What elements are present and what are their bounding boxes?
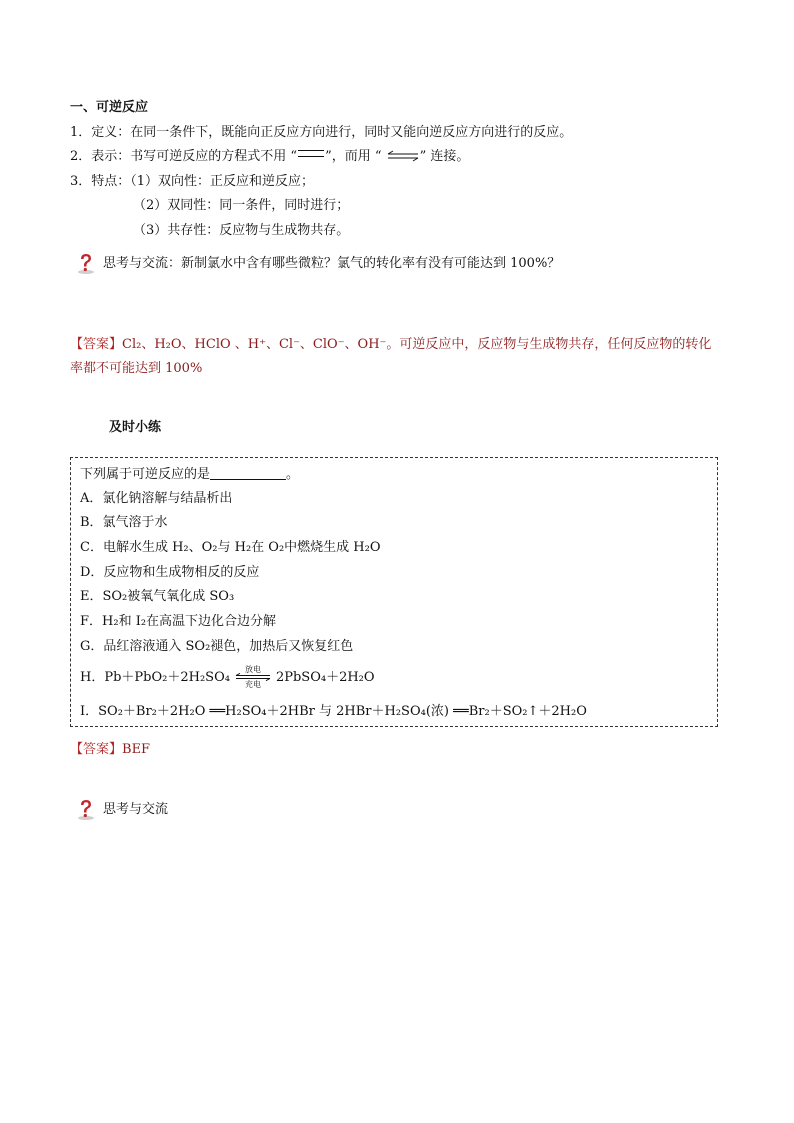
option-c: C．电解水生成 H₂、O₂与 H₂在 O₂中燃烧生成 H₂O (80, 540, 381, 555)
answer-tag: 【答案】 (70, 337, 123, 352)
condition-charge: 充电 (244, 680, 261, 689)
option-h (80, 665, 375, 689)
feature-item-1: 3．特点：（1）双向性：正反应和逆反应； (70, 174, 315, 189)
option-i: I．SO₂＋Br₂＋2H₂O ══H₂SO₄＋2HBr 与 2HBr＋H₂SO₄(浓) ══Br₂＋SO₂↑＋2H₂O (80, 704, 587, 719)
feature-item-2: （2）双同性：同一条件，同时进行； (133, 198, 350, 213)
think-exchange-1: 思考与交流：新制氯水中含有哪些微粒？氯气的转化率有没有可能达到 100%？ (103, 256, 561, 271)
answer-1-text: Cl₂、H₂O、HClO 、H⁺、Cl⁻、ClO⁻、OH⁻。可逆反应中，反应物与生成物共存，任何反应物的转化 (122, 337, 712, 352)
answer-2 (70, 739, 150, 761)
option-g: G．品红溶液通入 SO₂褪色，加热后又恢复红色 (80, 639, 354, 654)
option-e: E．SO₂被氧气氧化成 SO₃ (80, 589, 235, 604)
section-title: 一、可逆反应 (70, 100, 149, 115)
answer-tag: 【答案】 (70, 742, 123, 757)
answer-blank (210, 467, 286, 480)
question-mark-icon (76, 252, 96, 274)
notation-item (70, 149, 469, 165)
notation-text-a: 2．表示：书写可逆反应的方程式不用 “ (70, 149, 298, 164)
question-text: 下列属于可逆反应的是 (80, 467, 211, 482)
answer-2-value: BEF (122, 742, 151, 757)
reaction-condition (233, 665, 273, 689)
question-stem (80, 467, 299, 483)
definition-item: 1．定义：在同一条件下，既能向正反应方向进行，同时又能向逆反应方向进行的反应。 (70, 125, 573, 140)
answer-1-line-1 (70, 334, 711, 356)
condition-discharge: 放电 (244, 665, 261, 674)
option-h-left: H．Pb＋PbO₂＋2H₂SO₄ (80, 670, 230, 685)
option-f: F．H₂和 I₂在高温下边化合边分解 (80, 614, 277, 629)
option-b: B．氯气溶于水 (80, 515, 168, 530)
option-h-right: 2PbSO₄＋2H₂O (275, 670, 375, 685)
question-end: 。 (286, 467, 300, 482)
option-a: A．氯化钠溶解与结晶析出 (80, 491, 233, 506)
answer-1-line-2: 率都不可能达到 100% (70, 361, 203, 376)
question-mark-icon (76, 798, 96, 820)
notation-text-b: ”，而用 “ (325, 149, 382, 164)
reversible-arrow-icon (386, 150, 420, 162)
practice-title: 及时小练 (109, 420, 162, 435)
option-d: D．反应物和生成物相反的反应 (80, 565, 260, 580)
feature-item-3: （3）共存性：反应物与生成物共存。 (133, 223, 350, 238)
long-equal-sign-icon (298, 150, 324, 157)
think-exchange-2: 思考与交流 (103, 802, 169, 817)
notation-text-c: ” 连接。 (419, 149, 470, 164)
